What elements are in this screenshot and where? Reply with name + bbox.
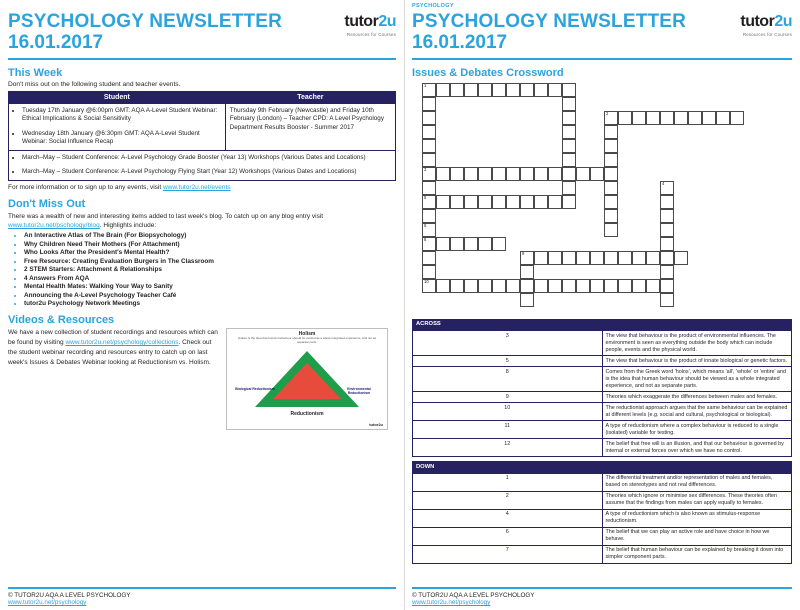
crossword-cell[interactable] [422,97,436,111]
events-info-line [8,184,396,191]
crossword-cell[interactable] [436,83,450,97]
crossword-cell[interactable] [478,83,492,97]
logo-word: tutor [740,13,775,30]
crossword-cell[interactable] [534,167,548,181]
student-events-cell [9,103,226,150]
tutor2u-logo [344,11,396,37]
crossword-cell[interactable] [660,223,674,237]
crossword-cell[interactable] [422,139,436,153]
header-right [412,11,792,60]
diagram-note: Holism is the idea that human behaviour should be viewed as a whole integrated experience, and not as separate parts. [237,336,377,345]
crossword-cell[interactable] [534,279,548,293]
crossword-cell[interactable] [422,237,436,251]
logo-letter: u [386,13,396,30]
list-item: • Why Children Need Their Mothers (For Attachment) [24,241,396,248]
clue-number: 11 [413,421,603,439]
crossword-cell[interactable] [534,251,548,265]
this-week-table [8,91,396,181]
list-item: • Tuesday 17th January @6:00pm GMT: AQA A-Level Student Webinar: Ethical Implications & Social Sensitivity [22,107,221,124]
crossword-cell[interactable] [576,251,590,265]
crossword-cell[interactable] [450,83,464,97]
list-item: • Announcing the A-Level Psychology Teacher Café [24,292,396,299]
crossword-cell[interactable] [548,83,562,97]
crossword-title: Issues & Debates Crossword [412,66,564,79]
footer-link[interactable]: www.tutor2u.net/psychology [8,599,87,606]
logo-word: tutor [344,13,379,30]
this-week-title: This Week [8,66,63,79]
crossword-cell[interactable] [506,167,520,181]
diagram-brand: tutor2u [369,422,383,428]
crossword-cell[interactable] [618,111,632,125]
page-date: 16.01.2017 [412,32,508,54]
logo-subtitle: Resources for Courses [742,32,792,37]
clue-row [413,403,792,421]
logo-digit: 2 [378,13,387,30]
dont-miss-title: Don't Miss Out [8,197,86,210]
col-header-student: Student [9,91,226,103]
list-item: • tutor2u Psychology Network Meetings [24,300,396,307]
clue-text: A type of reductionism where a complex behaviour is reduced to a single (isolated) variable for testing. [602,421,792,439]
crossword-cell[interactable] [646,111,660,125]
dont-miss-intro [8,212,396,231]
crossword-cell-number: 5 [424,194,427,200]
crossword-cell[interactable] [422,251,436,265]
crossword-cell[interactable] [604,111,618,125]
crossword-cell[interactable] [604,153,618,167]
crossword-cell[interactable] [506,83,520,97]
crossword-cell[interactable] [450,237,464,251]
holism-diagram [226,328,388,430]
crossword-cell[interactable] [520,265,534,279]
crossword-cell[interactable] [562,139,576,153]
crossword-cell[interactable] [562,83,576,97]
conference-cell [9,150,396,180]
crossword-cell[interactable] [660,279,674,293]
clue-text: Theories which exaggerate the differences between males and females. [602,392,792,403]
crossword-cell[interactable] [562,251,576,265]
crossword-cell[interactable] [436,167,450,181]
list-item: • 4 Answers From AQA [24,275,396,282]
clue-number: 8 [413,367,603,392]
events-link[interactable]: www.tutor2u.net/events [162,183,231,191]
clue-row [413,421,792,439]
list-item: • 2 STEM Starters: Attachment & Relationships [24,266,396,273]
crossword-cell[interactable] [562,195,576,209]
crossword-cell[interactable] [478,167,492,181]
videos-title: Videos & Resources [8,314,115,327]
page-title: PSYCHOLOGY NEWSLETTER [412,11,687,32]
crossword-cell[interactable] [660,195,674,209]
crossword-cell[interactable] [562,167,576,181]
crossword-cell[interactable] [576,279,590,293]
footer-copyright: © TUTOR2U AQA A LEVEL PSYCHOLOGY [8,592,131,599]
clue-row [413,367,792,392]
clues-down-table [412,461,792,564]
logo-subtitle: Resources for Courses [346,32,396,37]
crossword-cell[interactable] [436,195,450,209]
clue-number: 4 [413,509,603,527]
crossword-cell[interactable] [478,195,492,209]
clue-number: 1 [413,473,603,491]
crossword-cell[interactable] [548,251,562,265]
clue-text: The belief that human behaviour can be explained by breaking it down into simpler component parts. [602,545,792,563]
events-info-text: For more information or to sign up to any events, visit [8,183,163,191]
crossword-cell[interactable] [604,139,618,153]
diagram-inner-triangle [273,363,341,399]
crossword-cell-number: 9 [522,250,525,256]
logo-letter: u [782,13,792,30]
crossword-cell[interactable] [534,195,548,209]
crossword-cell[interactable] [632,111,646,125]
crossword-cell[interactable] [548,195,562,209]
clue-row [413,473,792,491]
crossword-cell[interactable] [520,83,534,97]
crossword-cell-number: 1 [424,82,427,88]
crossword-cell[interactable] [436,237,450,251]
crossword-cell[interactable] [422,83,436,97]
crossword-cell[interactable] [478,237,492,251]
down-header: DOWN [413,462,792,474]
crossword-cell[interactable] [660,265,674,279]
footer-link[interactable]: www.tutor2u.net/psychology [412,599,491,606]
crossword-cell[interactable] [562,97,576,111]
clue-text: The view that behaviour is the product of environmental influences. The environment is seen as everything outside the body which can include people, events and the physical world. [602,331,792,356]
crossword-cell-number: 10 [424,278,429,284]
crossword-cell[interactable] [562,125,576,139]
crossword-cell[interactable] [520,195,534,209]
videos-text-a: We have a new collection of student recordings and resources which can be found by visiting [8,329,218,347]
crossword-cell[interactable] [450,279,464,293]
crossword-cell[interactable] [506,279,520,293]
clue-number: 7 [413,545,603,563]
videos-text [8,328,218,367]
crossword-cell[interactable] [604,195,618,209]
clue-number: 12 [413,439,603,457]
crossword-cell[interactable] [422,181,436,195]
crossword-cell[interactable] [422,223,436,237]
page-date: 16.01.2017 [8,32,104,54]
crossword-cell[interactable] [520,251,534,265]
clue-row [413,392,792,403]
page-tag-right: PSYCHOLOGY [412,3,454,9]
crossword-cell[interactable] [716,111,730,125]
crossword-cell[interactable] [660,181,674,195]
crossword-cell-number: 3 [424,166,427,172]
crossword-cell[interactable] [520,293,534,307]
crossword-cell[interactable] [674,251,688,265]
this-week-subtitle: Don't miss out on the following student and teacher events. [8,80,181,88]
crossword-cell[interactable] [534,83,548,97]
crossword-cell[interactable] [478,279,492,293]
footer-copyright: © TUTOR2U AQA A LEVEL PSYCHOLOGY [412,592,535,599]
crossword-cell[interactable] [688,111,702,125]
clue-row [413,439,792,457]
blog-highlights-list [8,232,396,307]
clue-number: 9 [413,392,603,403]
teacher-events-cell: Thursday 9th February (Newcastle) and Friday 10th February (London) – Teacher CPD: A Level Psychology Department Results Booster - Summer 2017 [225,103,395,150]
crossword-cell[interactable] [632,251,646,265]
collections-link[interactable]: www.tutor2u.net/psychology/collections [65,339,179,347]
footer-right [412,587,792,606]
across-header: ACROSS [413,319,792,331]
crossword-cell[interactable] [730,111,744,125]
crossword-cell[interactable] [702,111,716,125]
diagram-label-reductionism: Reductionism [290,411,324,418]
crossword-cell[interactable] [604,223,618,237]
crossword-cell[interactable] [450,195,464,209]
list-item: • March–May – Student Conference: A-Level Psychology Flying Start (Year 12) Workshops (Various Dates and Locations) [22,168,391,177]
crossword-cell[interactable] [590,167,604,181]
list-item: • Wednesday 18th January @6:30pm GMT: AQA A-Level Student Webinar: Social Influence Recap [22,130,221,147]
crossword-cell[interactable] [548,279,562,293]
crossword-cell[interactable] [674,111,688,125]
list-item: • Who Looks After the President's Mental Health? [24,249,396,256]
list-item: • Mental Health Mates: Walking Your Way to Sanity [24,283,396,290]
crossword-cell[interactable] [520,279,534,293]
crossword-cell[interactable] [646,251,660,265]
videos-section [8,328,396,430]
clue-number: 10 [413,403,603,421]
crossword-cell[interactable] [632,279,646,293]
crossword-cell[interactable] [422,125,436,139]
clue-row [413,331,792,356]
tutor2u-logo [740,11,792,37]
blog-link[interactable]: www.tutor2u.net/pschology/blog [8,221,100,229]
crossword-cell[interactable] [464,195,478,209]
clue-row [413,491,792,509]
dont-miss-intro-a: There was a wealth of new and interesting items added to last week's blog. To catch up on any blog entry visit [8,212,324,220]
crossword-cell[interactable] [660,251,674,265]
clue-number: 5 [413,356,603,367]
crossword-cell[interactable] [646,279,660,293]
crossword-cell[interactable] [422,209,436,223]
crossword-cell[interactable] [562,279,576,293]
crossword-cell[interactable] [660,209,674,223]
clue-row [413,356,792,367]
crossword-cell[interactable] [520,167,534,181]
crossword-cell[interactable] [604,251,618,265]
list-item: • March–May – Student Conference: A-Level Psychology Grade Booster (Year 13) Workshops (Various Dates and Locations) [22,154,391,163]
clue-row [413,545,792,563]
crossword-cell[interactable] [436,279,450,293]
crossword-cell[interactable] [576,167,590,181]
clue-row [413,527,792,545]
clue-number: 3 [413,331,603,356]
crossword-cell[interactable] [422,167,436,181]
clue-text: Theories which ignore or minimise sex differences. These theories often assume that the findings from males can apply equally to females. [602,491,792,509]
clue-text: Comes from the Greek word 'holos', which means 'all', 'whole' or 'entire' and is the idea that human behaviour should be viewed as a whole integrated experience, and not as separate parts. [602,367,792,392]
crossword-cell[interactable] [660,237,674,251]
diagram-label-environmental: Environmental Reductionism [347,387,371,396]
crossword-cell-number: 6 [424,222,427,228]
clue-row [413,509,792,527]
list-item: • An Interactive Atlas of The Brain (For Biopsychology) [24,232,396,239]
crossword-cell[interactable] [492,83,506,97]
crossword-grid-wrap [412,83,792,315]
crossword-cell[interactable] [464,237,478,251]
clue-text: The differential treatment and/or representation of males and females, based on stereotypes and not real differences. [602,473,792,491]
crossword-cell[interactable] [422,195,436,209]
crossword-cell[interactable] [660,111,674,125]
clues-across-table [412,319,792,458]
logo-digit: 2 [774,13,783,30]
crossword-cell[interactable] [422,279,436,293]
crossword-cell[interactable] [590,251,604,265]
crossword-cell[interactable] [422,265,436,279]
clue-text: The reductionist approach argues that the same behaviour can be explained at different levels (e.g. social and cultural, psychological or biological). [602,403,792,421]
page-right [404,0,800,610]
crossword-cell[interactable] [492,237,506,251]
footer-left [8,587,396,606]
crossword-cell[interactable] [618,251,632,265]
crossword-cell[interactable] [464,167,478,181]
dont-miss-intro-b: . Highlights include: [99,221,157,229]
list-item: • Free Resource: Creating Evaluation Burgers in The Classroom [24,258,396,265]
crossword-cell[interactable] [422,153,436,167]
crossword-cell[interactable] [464,83,478,97]
page-title: PSYCHOLOGY NEWSLETTER [8,11,283,32]
clue-number: 6 [413,527,603,545]
clue-text: A type of reductionism which is also known as stimulus-response reductionism. [602,509,792,527]
crossword-cell[interactable] [590,279,604,293]
crossword-cell[interactable] [562,181,576,195]
clue-number: 2 [413,491,603,509]
videos-text-b: . Check out the student webinar recording and resources entry to catch up on last week's Issues & Debates Webinar looking at Reductionism vs. Holism. [8,339,212,366]
crossword-cell[interactable] [604,181,618,195]
crossword-cell[interactable] [604,167,618,181]
diagram-title: Holism [298,331,316,338]
col-header-teacher: Teacher [225,91,395,103]
crossword-cell[interactable] [660,293,674,307]
crossword-cell[interactable] [562,111,576,125]
crossword-cell[interactable] [492,195,506,209]
crossword-cell[interactable] [604,279,618,293]
diagram-label-biological: Biological Reductionism [235,387,275,392]
crossword-cell-number: 4 [662,180,665,186]
crossword-cell-number: 8 [424,236,427,242]
clue-text: The view that behaviour is the product of innate biological or genetic factors. [602,356,792,367]
crossword-cell[interactable] [618,279,632,293]
crossword-cell[interactable] [604,209,618,223]
clue-text: The belief that we can play an active role and have choice in how we behave. [602,527,792,545]
crossword-cell[interactable] [604,125,618,139]
crossword-cell[interactable] [562,153,576,167]
clue-text: The belief that free will is an illusion, and that our behaviour is governed by internal or external forces over which we have no control. [602,439,792,457]
crossword-cell-number: 2 [606,110,609,116]
crossword-cell[interactable] [464,279,478,293]
header-left [8,11,396,60]
crossword-grid[interactable] [422,83,782,315]
crossword-cell[interactable] [506,195,520,209]
crossword-cell[interactable] [450,167,464,181]
crossword-cell[interactable] [492,279,506,293]
crossword-cell[interactable] [422,111,436,125]
crossword-cell[interactable] [492,167,506,181]
crossword-cell[interactable] [548,167,562,181]
